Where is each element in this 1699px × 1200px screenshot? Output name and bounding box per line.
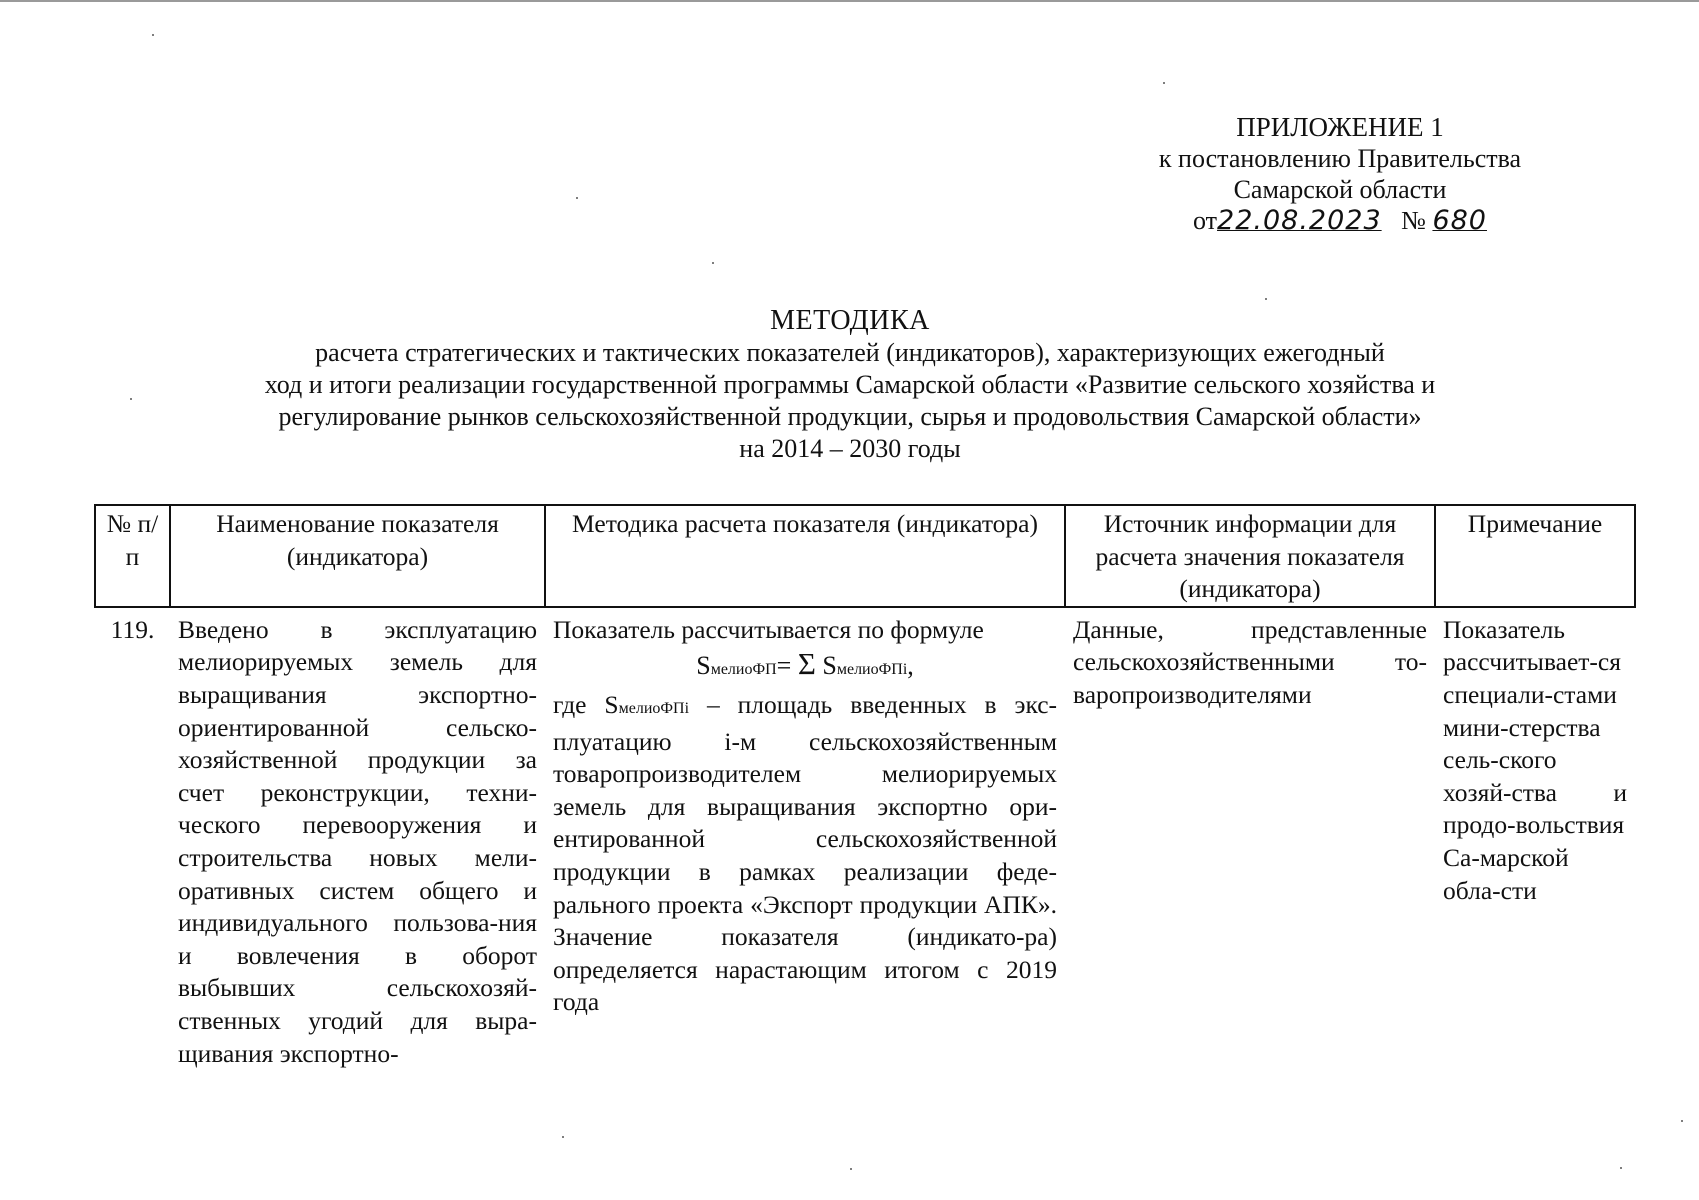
scan-speck (850, 1168, 852, 1170)
formula (553, 648, 1057, 687)
indicator-table (94, 504, 1636, 1070)
header-number: № п/п (95, 505, 170, 607)
header-calculation-method: Методика расчета показателя (индикатора) (545, 505, 1065, 607)
scan-speck (1163, 82, 1165, 84)
scan-speck (576, 197, 578, 199)
from-label: от (1193, 206, 1218, 235)
formula-lhs: S (696, 651, 711, 681)
formula-rhs-subscript: мелиоФПi (836, 661, 908, 679)
page-top-rule (0, 0, 1699, 2)
table-header-row (95, 505, 1635, 607)
formula-rhs: S (822, 651, 837, 681)
appendix-line-region: Самарской области (1233, 175, 1447, 204)
appendix-date-number-line (1110, 205, 1570, 236)
row-number: 119. (110, 614, 155, 644)
table-row (95, 607, 1635, 1070)
appendix-line-resolution: к постановлению Правительства (1158, 144, 1522, 173)
method-description: – площадь введенных в экс-плуатацию i-м сельскохозяйственным товаропроизводителем мелиорируемых земель для выращивания экспортно ори-ентированной сельскохозяйственной продукции в рамках реализации феде-рального проекта «Экспорт продукции АПК». Значение показателя (индикато-ра) определяется нарастающим итогом с 2019 года (553, 689, 1058, 1017)
scan-speck (1620, 1167, 1622, 1169)
appendix-block (1110, 112, 1570, 236)
scan-speck (712, 262, 714, 264)
formula-sigma: Σ (797, 646, 816, 682)
method-where: где (553, 689, 587, 719)
scan-speck (152, 34, 154, 36)
scan-speck (1265, 298, 1267, 300)
method-variable: S (604, 689, 619, 719)
heading-title: МЕТОДИКА (770, 305, 930, 336)
appendix-title: ПРИЛОЖЕНИЕ 1 (1236, 112, 1444, 142)
formula-tail: , (907, 651, 914, 681)
scan-speck (130, 398, 132, 400)
heading-line: регулирование рынков сельскохозяйственной продукции, сырья и продовольствия Самарской области» (278, 402, 1422, 431)
scan-speck (562, 1136, 564, 1138)
row-calculation-method (545, 607, 1065, 1070)
handwritten-date: 22.08.2023 (1217, 205, 1382, 236)
heading-line: расчета стратегических и тактических показателей (индикаторов), характеризующих ежегодный (315, 338, 1385, 367)
document-heading (150, 305, 1550, 465)
handwritten-number: 680 (1432, 205, 1487, 236)
header-note: Примечание (1435, 505, 1635, 607)
row-indicator-name: Введено в эксплуатацию мелиорируемых земель для выращивания экспортно-ориентированной сельско-хозяйственной продукции за счет реконструкции, техни-ческого перевооружения и строительства новых мели-оративных систем общего и индивидуального пользова-ния и вовлечения в оборот выбывших сельскохозяй-ственных угодий для выра-щивания экспортно- (178, 614, 537, 1068)
row-note: Показатель рассчитывает-ся специали-стами мини-стерства сель-ского хозяй-ства и продо-вольствия Са-марской обла-сти (1443, 614, 1627, 905)
method-intro: Показатель рассчитывается по формуле (553, 614, 984, 644)
row-information-source: Данные, представленные сельскохозяйственными то-варопроизводителями (1073, 614, 1427, 709)
heading-line: ход и итоги реализации государственной программы Самарской области «Развитие сельского хозяйства и (264, 370, 1436, 399)
header-information-source: Источник информации для расчета значения показателя (индикатора) (1065, 505, 1435, 607)
number-label: № (1401, 206, 1426, 235)
formula-lhs-subscript: мелиоФП (710, 661, 777, 679)
heading-line: на 2014 – 2030 годы (739, 434, 961, 463)
scan-speck (1681, 1120, 1683, 1122)
header-indicator-name: Наименование показателя (индикатора) (170, 505, 545, 607)
method-variable-subscript: мелиоФПi (618, 699, 690, 717)
formula-equals: = (776, 651, 792, 681)
